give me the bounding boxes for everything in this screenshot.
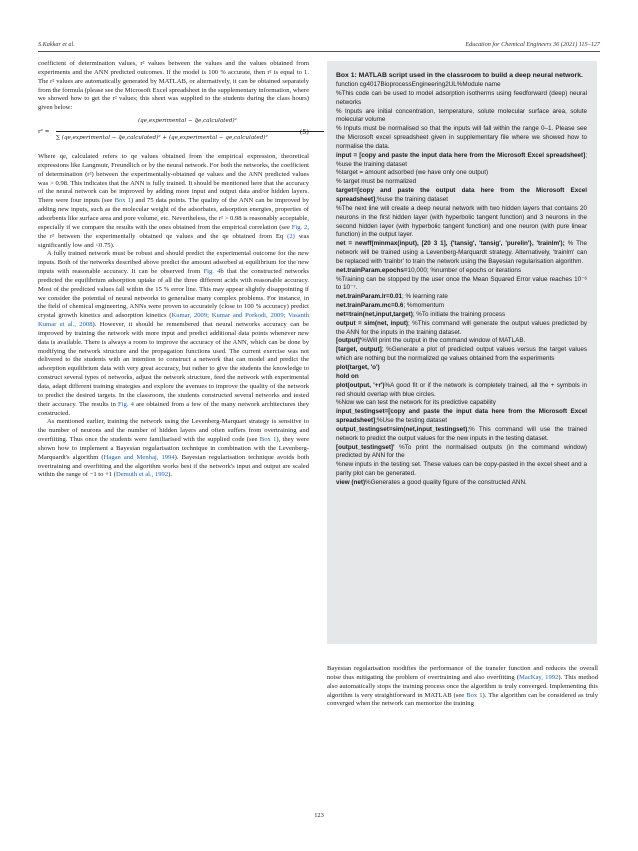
text-run: ). [168, 471, 172, 479]
text-run: A fully trained network must be robust and should predict the experimental outcome for the new inputs. Both of the networks described above predict the amount adsorbed at equilibrium for the new inputs with reasonable accuracy. It can be observed from [38, 250, 309, 276]
text-run: ). However, it should be remembered that neural networks accuracy can be improved by training the network with more input and predict additional data points whenever new data is available. There is always a room to improve the accuracy of the ANN, which can be done by modifying the network structure and the propagation functions used. The current exercise was not delivered to the students with an intention to construct a network that can model and predict the adsorption equilibrium data with very great accuracy, but rather to give the students the knowledge to construct several types of networks, adjust the network structure, feed the network with experimental data, adapt different training strategies and explore the avenues to improve the quality of the network to predict the desired targets. In the classroom, the students constructed several networks and tested their accuracy. The results in [38, 321, 309, 408]
code-comment: %Now we can test the network for its predictive capability [336, 399, 496, 407]
code-comment: ; %To initiate the training process [412, 310, 506, 318]
code-command: plot(target, 'o') [336, 364, 380, 371]
code-comment: % Inputs are initial concentration, temperature, solute molecular surface area, solute molecular volume [336, 107, 587, 124]
link-box-1[interactable]: Box 1 [114, 197, 132, 205]
text-run: was significantly low and <0.75). [38, 232, 310, 249]
code-comment: ;%use the training dataset [375, 195, 449, 203]
code-line [336, 267, 587, 276]
code-line [336, 152, 587, 170]
code-command: net = newff(minmax(input), [20 3 1], {'tansig', 'tansig', 'purelin'}, 'trainlm'); [336, 240, 565, 248]
code-command: view (net) [336, 478, 366, 486]
text-run: , the r² between the experimentally obtained qe values and the qe obtained from Eq [38, 223, 309, 240]
code-comment: %This code can be used to model adsorption isotherms using feedforward (deep) neural networks [336, 89, 587, 106]
box-title: Box 1: MATLAB script used in the classroom to build a deep neural network. [336, 72, 583, 79]
equation-denominator: ∑ (qe,experimental − q̄e,calculated)² + (qe,experimental − qe,calculated)² [56, 135, 268, 142]
code-line [336, 382, 587, 400]
right-column [327, 665, 598, 709]
text-run: ). Bayesian regularisation technique avoids both overtraining and overfitting and the algorithm works best if the network's input and output are scaled within the range of −1 to +1 ( [38, 453, 310, 479]
paragraph [38, 418, 309, 480]
code-comment: ; % learning rate [401, 293, 448, 301]
code-comment: 10,000; %number of epochs or iterations [407, 266, 521, 274]
code-command: [output_testingset]' [336, 443, 395, 451]
equation-lhs: r² = [38, 129, 50, 136]
link-fig-4[interactable]: Fig. 4 [118, 400, 134, 408]
code-line [336, 444, 587, 462]
code-command: output = sim(net, input) [336, 319, 409, 327]
code-line [336, 337, 587, 346]
fraction-bar [56, 131, 324, 132]
paragraph [38, 250, 309, 418]
code-line [336, 364, 587, 373]
running-header-journal: Education for Chemical Engineers 36 (2021) 115–127 [465, 41, 600, 48]
link-box-1[interactable]: Box 1 [259, 436, 277, 444]
code-comment: %The next line will create a deep neural network with two hidden layers that contains 20 neurons in the first hidden layer (with hyperbolic tangent function) and 3 neurons in the second hidden layer (with hyperbolic tangent function) and one neuron (with pure linear function) in the output layer. [336, 204, 587, 239]
matlab-script-box [327, 61, 597, 644]
code-command: hold on [336, 372, 359, 380]
text-run: As mentioned earlier, training the network using the Levenberg-Marquart strategy is sensitive to the number of neurons and the number of hidden layers and often suffers from overtraining and overfitting. Thus once the students were familiarised with the supplied code (see [38, 418, 309, 444]
code-command: [output]' [336, 337, 362, 345]
code-comment: ; %use the training dataset [336, 151, 587, 168]
code-command: net=train(net,input,target) [336, 310, 413, 318]
code-line [336, 346, 587, 364]
code-command: input_testingset=[copy and paste the input data here from the Microsoft Excel spreadsheet] [336, 408, 587, 425]
code-command: [target, output] [336, 346, 382, 354]
paragraph: coefficient of determination values, r² values between the values and the values obtained from experiments and the ANN predicted outcomes. If the model is 100 % accurate, then r² is equal to 1. The r² values are automatically generated by MATLAB, or alternatively, it can be obtained separately from the formula (please see the Microsoft Excel spreadsheet in the supplementary information, where we showed how to get the r² values; this sheet was supplied to the students during the class hours) given below: [38, 60, 309, 112]
code-line [336, 479, 587, 488]
code-command: net.trainParam.lr=0.01 [336, 293, 402, 301]
link-eq-2[interactable]: (2) [287, 232, 295, 240]
link-citation-demuth[interactable]: Demuth et al., 1992 [115, 471, 169, 479]
code-comment: ; %Generate a plot of predicted output values versus the target values which are nothing but the normalized qe values obtained from the experiments [336, 346, 587, 363]
link-fig-2[interactable]: Fig. 2 [291, 223, 308, 231]
text-run: b that the constructed networks predicted the equilibrium adsorption uptake of all the three different acids with reasonable accuracy. Most of the predicted values fall within the 15 % error line. This may appear slightly disappointing if we consider the potential of neural networks to generalise many complex problems. For instance, in the field of chemical engineering, ANNs were proven to accurately (close to 100 % accuracy) predict crystal growth kinetics and adsorption kinetics ( [38, 268, 309, 320]
link-citation-hagan[interactable]: Hagan and Menhaj, 1994 [103, 453, 175, 461]
code-command: plot(output, '+r') [336, 381, 385, 389]
code-comment: %Generates a good quality figure of the constructed ANN. [365, 478, 527, 486]
code-comment: %target = amount adsorbed (we have only one output) [336, 169, 489, 177]
page-number: 123 [314, 812, 324, 819]
code-comment: ;% This command will use the trained network to predict the output values for the new inputs in the testing dataset. [336, 425, 587, 442]
code-line [336, 426, 587, 444]
code-line [336, 373, 587, 382]
code-command: net.trainParam.epochs= [336, 266, 408, 274]
code-command: target=[copy and paste the output data here from the Microsoft Excel spreadsheet] [336, 187, 587, 203]
text-run: Where qe, calculated refers to qe values obtained from the empirical expression, theoretical expressions like Langmuir, Freundlich or by the neural network. For both the networks, the coefficient of determination (r²) between the experimentally-obtained qe values and the ANN predicted values was > 0.98. This indicates that the ANN is fully trained. It should be mentioned here that the accuracy of the neural network can be improved by adding more input and output data and/or hidden layers. There were four inputs (see [38, 153, 309, 205]
code-line [336, 187, 587, 205]
code-line: function cg4017BioprocessEngineering2UL%Module name [336, 81, 501, 88]
code-line [336, 320, 587, 338]
code-comment: %To print the normalised outputs (in the command window) predicted by ANN for the [336, 443, 587, 460]
code-comment: % target must be normalized [336, 178, 417, 186]
text-run: ) and 75 data points. The quality of the ANN can be improved by adding new inputs, such as the molecular weight of the adsorbates, adsorption energies, properties of adsorbents like surface area and pore volume, etc. Nevertheless, the r² > 0.98 is reasonably acceptable, especially if we compare the results with the ones obtained from the empirical correlation (see [38, 197, 310, 231]
code-command: input = [copy and paste the input data here from the Microsoft Excel spreadsheet] [336, 151, 586, 159]
paragraph [38, 153, 309, 250]
code-comment: %A good fit or if the network is completely trained, all the + symbols in red should overlap with blue circles. [336, 381, 588, 398]
link-citation-kumar[interactable]: Kumar, 2009; Kumar and Porkodi, 2009; Vasanth Kumar et al., 2008 [38, 312, 309, 329]
code-line [336, 302, 587, 311]
code-comment: ;%Use the testing dataset [375, 417, 447, 425]
equation-numerator: (qe,experimental − q̄e,calculated)² [138, 118, 237, 125]
text-run: ), they were shown how to implement a Bayesian regularisation technique in combination with the Levenberg-Marquardt's algorithm ( [38, 436, 310, 461]
text-run: Bayesian regularisation modifies the performance of the transfer function and reduces the overall noise thus mitigating the problem of overtraining and also overfitting ( [327, 665, 598, 681]
code-comment: %Training can be stopped by the user once the Mean Squared Error value reaches 10⁻⁶ to 10⁻⁷. [336, 275, 587, 292]
code-comment: % The network will be trained using a Levenberg-Marquardt strategy. Alternatively, 'trainlm' can be replaced with 'trainbr' to train the network using the Bayesian regularisation algorithm. [336, 240, 587, 265]
code-comment: %new inputs in the testing set. These values can be copy-pasted in the excel sheet and a parity plot can be generated. [336, 461, 587, 478]
equation-5 [38, 115, 309, 149]
left-column [38, 60, 309, 480]
text-run: are obtained from a few of the many network architectures they constructed. [38, 400, 309, 417]
code-comment: ; %momentum [403, 302, 444, 310]
code-line [336, 408, 587, 426]
running-header-authors: S.Kakkar et al. [38, 41, 75, 48]
code-line [336, 240, 587, 267]
header-rule [38, 51, 600, 52]
box-content [336, 71, 587, 488]
code-comment: %Will print the output in the command window of MATLAB. [361, 337, 526, 345]
text-run: ). This method also automatically stops the training process once the algorithm is truly converged. Implementing this algorithm is very straightforward in MATLAB (see [327, 673, 599, 699]
code-comment: ; %This command will generate the output values predicted by the ANN for the inputs in the training dataset. [336, 319, 587, 336]
code-comment: % Inputs must be normalised so that the inputs will fall within the range 0–1. Please see the Microsoft excel spreadsheet given in supplementary file where we showed how to normalise the data. [336, 125, 587, 150]
code-line [336, 311, 587, 320]
text-run: ). The algorithm can be considered as truly converged when the network can memorize the training [327, 691, 599, 708]
link-box-1[interactable]: Box 1 [466, 691, 483, 699]
code-command: net.trainParam.mc=0.6 [336, 302, 404, 310]
paragraph [327, 665, 598, 709]
equation-number: (5) [299, 128, 309, 137]
link-citation-mackay[interactable]: MacKay, 1992 [519, 673, 559, 681]
code-command: output_testingset=sim(net,input_testingset) [336, 425, 468, 433]
code-line [336, 293, 587, 302]
link-fig-4[interactable]: Fig. 4 [203, 268, 221, 276]
